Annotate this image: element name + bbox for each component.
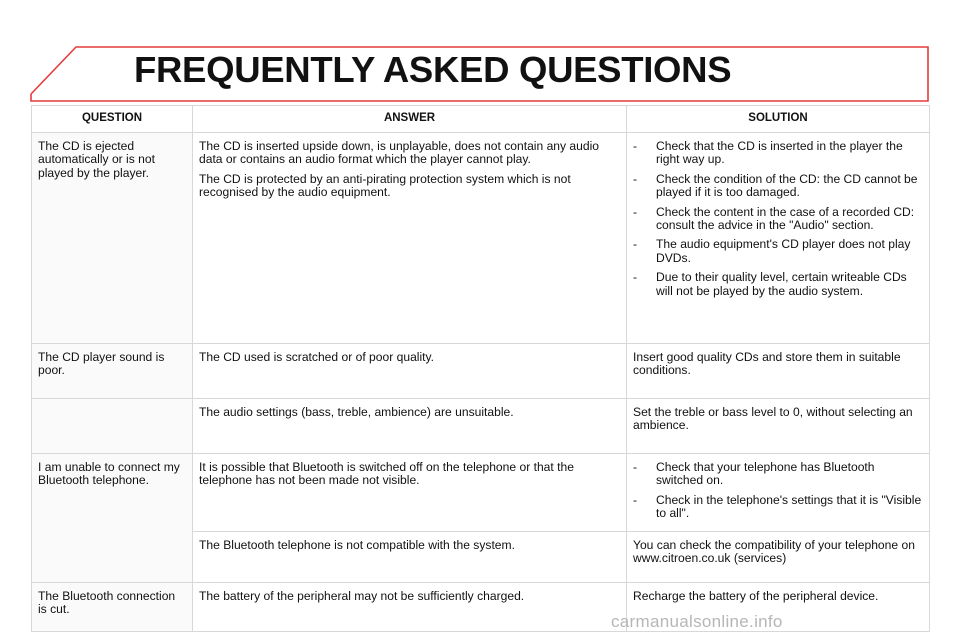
- answer-cell: [193, 454, 627, 532]
- faq-table: [31, 105, 930, 632]
- table-row: [32, 133, 930, 344]
- question-cell: [32, 454, 193, 583]
- answer-text: The Bluetooth telephone is not compatible with the system.: [199, 537, 515, 552]
- solution-cell: [627, 531, 930, 582]
- solution-item: - Check that the CD is inserted in the player the right way up.: [633, 139, 903, 167]
- solution-text: Recharge the battery of the peripheral device.: [633, 588, 879, 603]
- answer-cell: [193, 582, 627, 631]
- table-row: [32, 582, 930, 631]
- solution-list: [633, 140, 923, 298]
- solution-item: - Due to their quality level, certain writeable CDs will not be played by the audio system.: [633, 270, 907, 298]
- table-row: [32, 454, 930, 532]
- solution-text: Set the treble or bass level to 0, without selecting an ambience.: [633, 405, 913, 433]
- question-text: The Bluetooth connection is cut.: [38, 588, 176, 617]
- solution-item: - Check the condition of the CD: the CD cannot be played if it is too damaged.: [633, 171, 918, 200]
- answer-text: It is possible that Bluetooth is switched off on the telephone or that the telephone has not been made not visible.: [199, 460, 574, 488]
- answer-text: The CD used is scratched or of poor quality.: [199, 350, 435, 364]
- solution-cell: [627, 399, 930, 454]
- question-cell: [32, 344, 193, 399]
- watermark-text: carmanualsonline.info: [611, 612, 783, 631]
- solution-text: You can check the compatibility of your telephone on www.citroen.co.uk (services): [633, 537, 915, 566]
- solution-item: - Check in the telephone's settings that it is "Visible to all".: [633, 492, 922, 521]
- answer-cell: [193, 399, 627, 454]
- solution-cell: [627, 454, 930, 532]
- question-text: The CD is ejected automatically or is not played by the player.: [38, 139, 155, 180]
- answer-text: The battery of the peripheral may not be sufficiently charged.: [199, 588, 525, 603]
- answer-cell: [193, 344, 627, 399]
- question-cell: [32, 582, 193, 631]
- answer-text: The CD is protected by an anti-pirating protection system which is not recognised by the audio equipment.: [199, 171, 571, 200]
- solution-item: - The audio equipment's CD player does not play DVDs.: [633, 237, 911, 265]
- answer-text: The audio settings (bass, treble, ambience) are unsuitable.: [199, 405, 514, 419]
- question-cell: [32, 133, 193, 344]
- solution-list: [633, 461, 923, 521]
- column-header-solution: SOLUTION: [627, 106, 930, 133]
- table-header-row: [32, 106, 930, 133]
- solution-item: - Check the content in the case of a recorded CD: consult the advice in the "Audio" section.: [633, 204, 915, 233]
- solution-cell: [627, 344, 930, 399]
- answer-cell: [193, 133, 627, 344]
- solution-item: - Check that your telephone has Bluetooth switched on.: [633, 460, 875, 488]
- table-row: [32, 344, 930, 399]
- answer-text: The CD is inserted upside down, is unplayable, does not contain any audio data or contains an audio format which the player cannot play.: [199, 139, 600, 167]
- question-text: The CD player sound is poor.: [38, 350, 165, 378]
- page-title: FREQUENTLY ASKED QUESTIONS: [134, 49, 732, 90]
- column-header-question: QUESTION: [32, 106, 193, 133]
- table-row: [32, 399, 930, 454]
- solution-cell: [627, 133, 930, 344]
- answer-cell: [193, 531, 627, 582]
- column-header-answer: ANSWER: [193, 106, 627, 133]
- question-text: I am unable to connect my Bluetooth telephone.: [38, 460, 180, 488]
- solution-text: Insert good quality CDs and store them in suitable conditions.: [633, 350, 901, 378]
- question-cell: [32, 399, 193, 454]
